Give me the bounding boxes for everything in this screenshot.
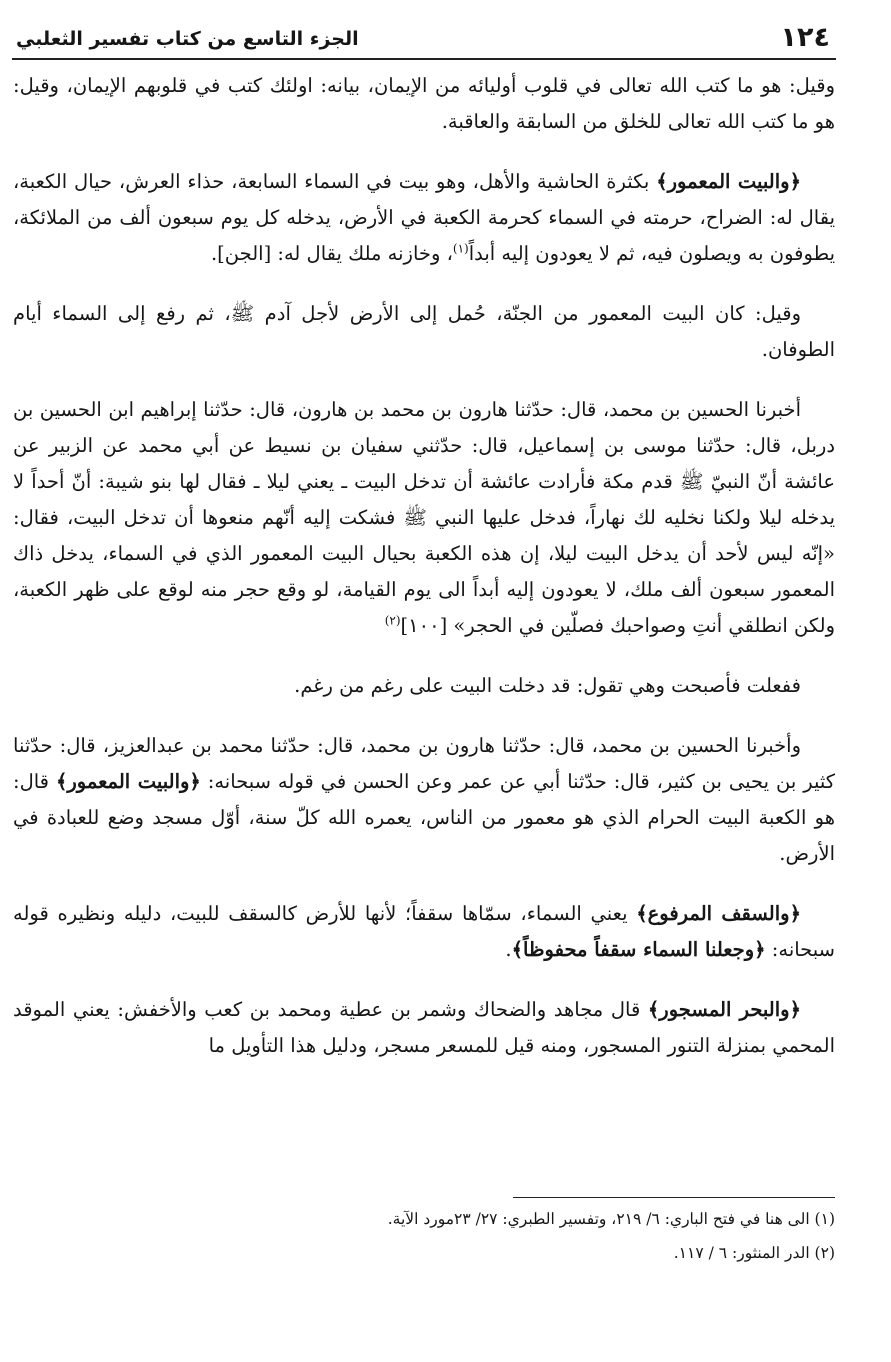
paragraph-text: . (505, 938, 512, 961)
paragraph-text: قال مجاهد والضحاك وشمر بن عطية ومحمد بن كعب والأخفش: يعني الموقد المحمي بمنزلة التنور المسجور، ومنه قيل للمسعر مسجر، ودليل هذا التأويل ما (13, 998, 835, 1057)
paragraph-1: وقيل: هو ما كتب الله تعالى في قلوب أوليائه من الإيمان، بيانه: اولئك كتب في قلوبهم الإيمان، وقيل: هو ما كتب الله تعالى للخلق من السابقة والعاقبة. (13, 74, 835, 133)
paragraph-text: ، وخازنه ملك يقال له: [الجن]. (210, 242, 453, 265)
paragraph-text: أخبرنا الحسين بن محمد، قال: حدّثنا هارون بن محمد بن هارون، قال: حدّثنا إبراهيم ابن الحسين بن دربل، قال: حدّثنا موسى بن إسماعيل، قال: حدّثني سفيان بن نسيط عن أبي محمد عن الزبير عن عائشة أنّ النبيّ ﷺ قدم مكة فأرادت عائشة أن تدخل البيت ـ يعني ليلا ـ فقال لها بنو شيبة: أنّ أحداً لا يدخله ليلا ولكنا نخليه لك نهاراً، فدخل عليها النبي ﷺ فشكت إليه أنّهم منعوها أن تدخل البيت، فقال: «إنّه ليس لأحد أن يدخل البيت ليلا، إن هذه الكعبة بحيال البيت المعمور الذي في السماء، يدخل ذاك المعمور سبعون ألف ملك، لا يعودون إليه أبداً الى يوم القيامة، لو وقع حجر منه لوقع على ظهر الكعبة، ولكن انطلقي أنتِ وصواحبك فصلّين في الحجر» [١٠٠] (13, 398, 835, 637)
running-title: الجزء التاسع من كتاب تفسير الثعلبي (16, 28, 359, 50)
page-number: ١٢٤ (780, 22, 830, 53)
footnote-2: (٢) الدر المنثور: ٦ / ١١٧. (673, 1244, 835, 1262)
paragraph-text: وأخبرنا الحسين بن محمد، قال: حدّثنا هارون بن محمد، قال: حدّثنا محمد بن عبدالعزيز، قال: حدّثنا كثير بن يحيى بن كثير، قال: حدّثنا أبي عن عمر وعن الحسن في قوله سبحانه: (13, 734, 836, 793)
paragraph-3: وقيل: كان البيت المعمور من الجنّة، حُمل إلى الأرض لأجل آدم ﷺ، ثم رفع إلى السماء أيام الطوفان. (13, 302, 835, 361)
footnote-ref-1[interactable]: (١) (452, 241, 469, 256)
footnote-ref-2[interactable]: (٢) (384, 613, 401, 628)
main-text (13, 68, 835, 1088)
footnotes (13, 1197, 835, 1270)
quran-quote: ﴿وجعلنا السماء سقفاً محفوظاً﴾ (511, 938, 766, 961)
paragraph-text: قال: هو الكعبة البيت الحرام الذي هو معمور من الناس، يعمره الله كلّ سنة، أوّل مسجد وضع للعبادة في الأرض. (13, 770, 835, 865)
quran-quote: ﴿والسقف المرفوع﴾ (636, 902, 801, 925)
footnote-1: (١) الى هنا في فتح الباري: ٦/ ٢١٩، وتفسير الطبري: ٢٧/ ٢٣مورد الآية. (387, 1210, 835, 1228)
quran-quote: ﴿والبيت المعمور﴾ (55, 770, 201, 793)
paragraph-text: يعني السماء، سمّاها سقفاً؛ لأنها للأرض كالسقف للبيت، دليله ونظيره قوله سبحانه: (13, 902, 835, 961)
quran-quote: ﴿والبيت المعمور﴾ (656, 170, 802, 193)
paragraph-5: ففعلت فأصبحت وهي تقول: قد دخلت البيت على رغم من رغم. (294, 674, 801, 697)
paragraph-4 (13, 392, 835, 644)
paragraph-6 (13, 728, 835, 872)
paragraph-2 (13, 164, 835, 272)
quran-quote: ﴿والبحر المسجور﴾ (647, 998, 801, 1021)
footnote-divider (513, 1197, 835, 1198)
paragraph-7 (13, 896, 835, 968)
paragraph-text: بكثرة الحاشية والأهل، وهو بيت في السماء السابعة، حذاء العرش، حيال الكعبة، يقال له: الضراح، حرمته في السماء كحرمة الكعبة في الأرض، يدخله كل يوم سبعون ألف من الملائكة، يطوفون به ويصلون فيه، ثم لا يعودون إليه أبداً (13, 170, 835, 265)
paragraph-8 (13, 992, 835, 1064)
page-header (12, 10, 836, 60)
